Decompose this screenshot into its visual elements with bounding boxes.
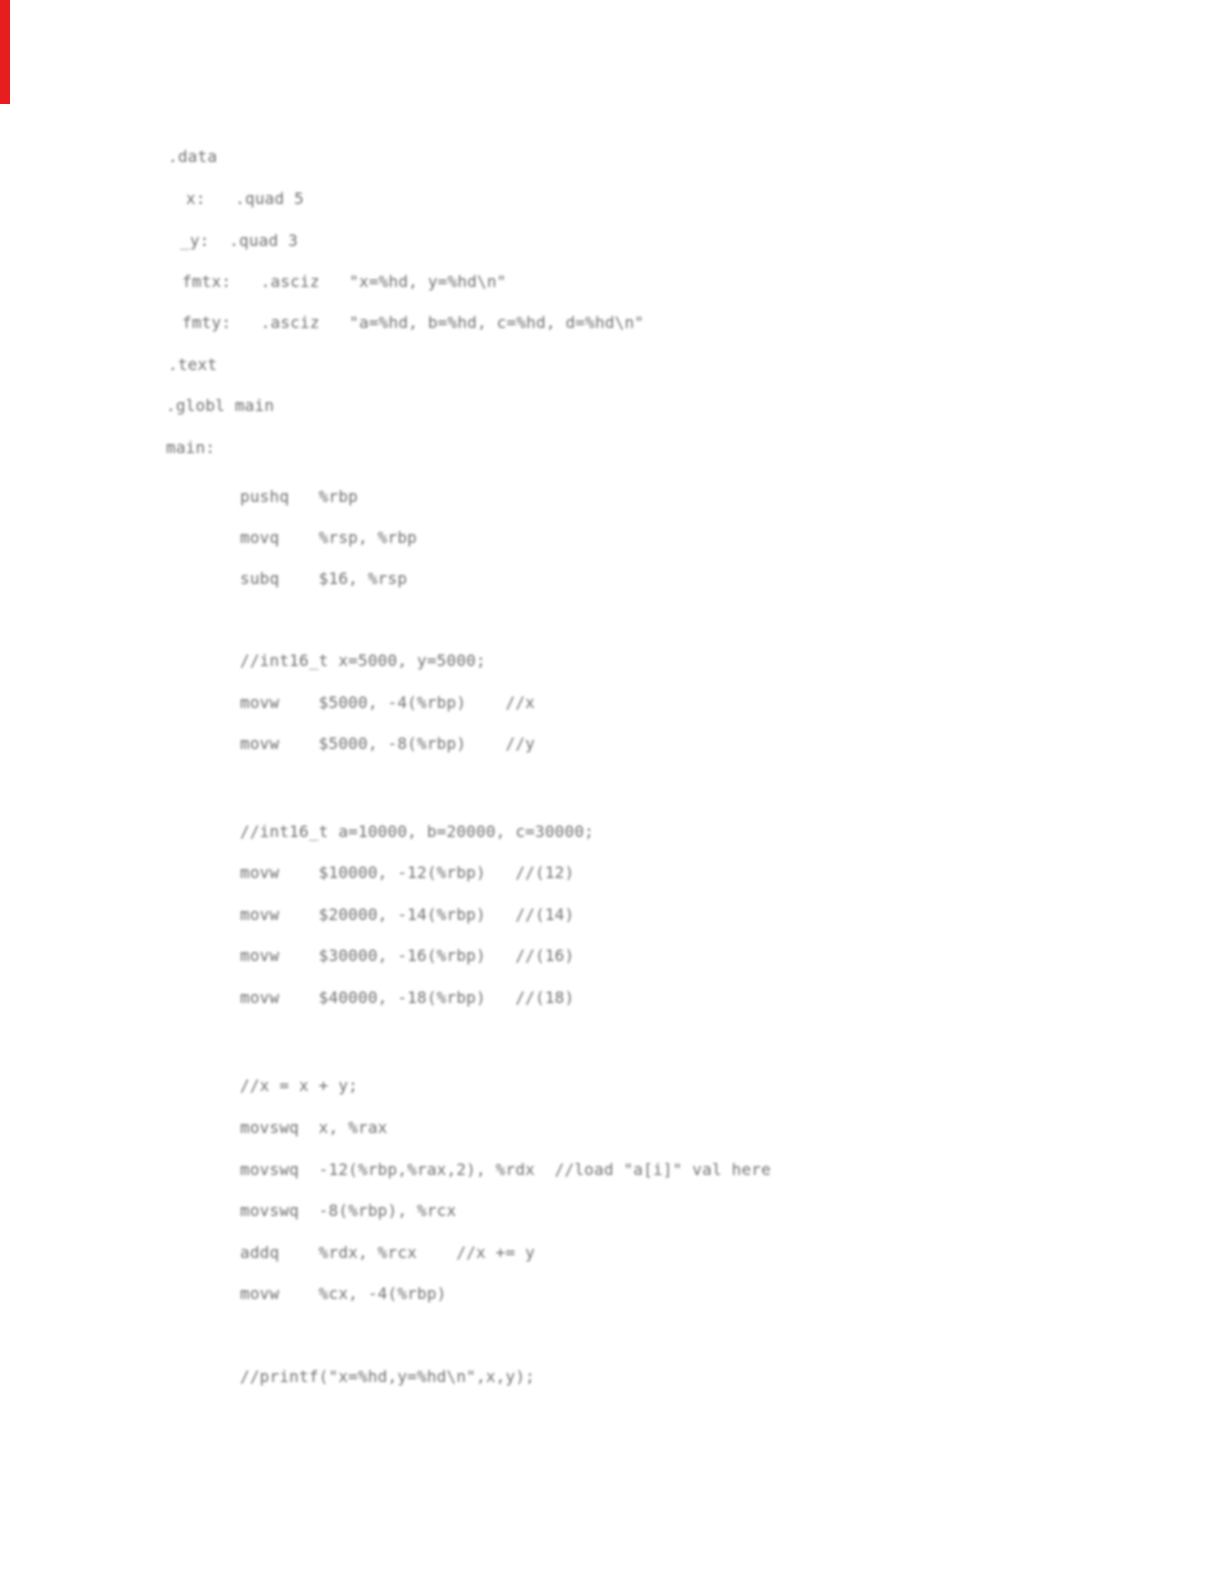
code-line: //int16_t x=5000, y=5000; (240, 651, 486, 670)
code-line: movw $40000, -18(%rbp) //(18) (240, 988, 575, 1007)
code-line: movw $30000, -16(%rbp) //(16) (240, 946, 575, 965)
code-line: movswq -8(%rbp), %rcx (240, 1201, 457, 1220)
code-line: .text (168, 355, 218, 374)
code-line: x: .quad 5 (186, 189, 304, 208)
code-line: movw %cx, -4(%rbp) (240, 1284, 447, 1303)
code-line: fmty: .asciz "a=%hd, b=%hd, c=%hd, d=%hd\n" (182, 313, 645, 332)
code-line: //int16_t a=10000, b=20000, c=30000; (240, 822, 594, 841)
code-line: //printf("x=%hd,y=%hd\n",x,y); (240, 1367, 535, 1386)
code-line: //x = x + y; (240, 1076, 358, 1095)
code-line: fmtx: .asciz "x=%hd, y=%hd\n" (182, 272, 507, 291)
code-line: movw $10000, -12(%rbp) //(12) (240, 863, 575, 882)
code-line: movswq x, %rax (240, 1118, 388, 1137)
code-line: .globl main (166, 396, 275, 415)
code-line: _y: .quad 3 (180, 231, 298, 250)
code-line: movw $5000, -4(%rbp) //x (240, 693, 535, 712)
code-line: .data (168, 147, 218, 166)
code-line: movswq -12(%rbp,%rax,2), %rdx //load "a[i]" val here (240, 1160, 771, 1179)
code-line: subq $16, %rsp (240, 569, 408, 588)
code-line: movq %rsp, %rbp (240, 528, 417, 547)
code-line: pushq %rbp (240, 487, 358, 506)
code-line: addq %rdx, %rcx //x += y (240, 1243, 535, 1262)
code-line: movw $5000, -8(%rbp) //y (240, 734, 535, 753)
code-line: main: (166, 438, 216, 457)
code-line: movw $20000, -14(%rbp) //(14) (240, 905, 575, 924)
